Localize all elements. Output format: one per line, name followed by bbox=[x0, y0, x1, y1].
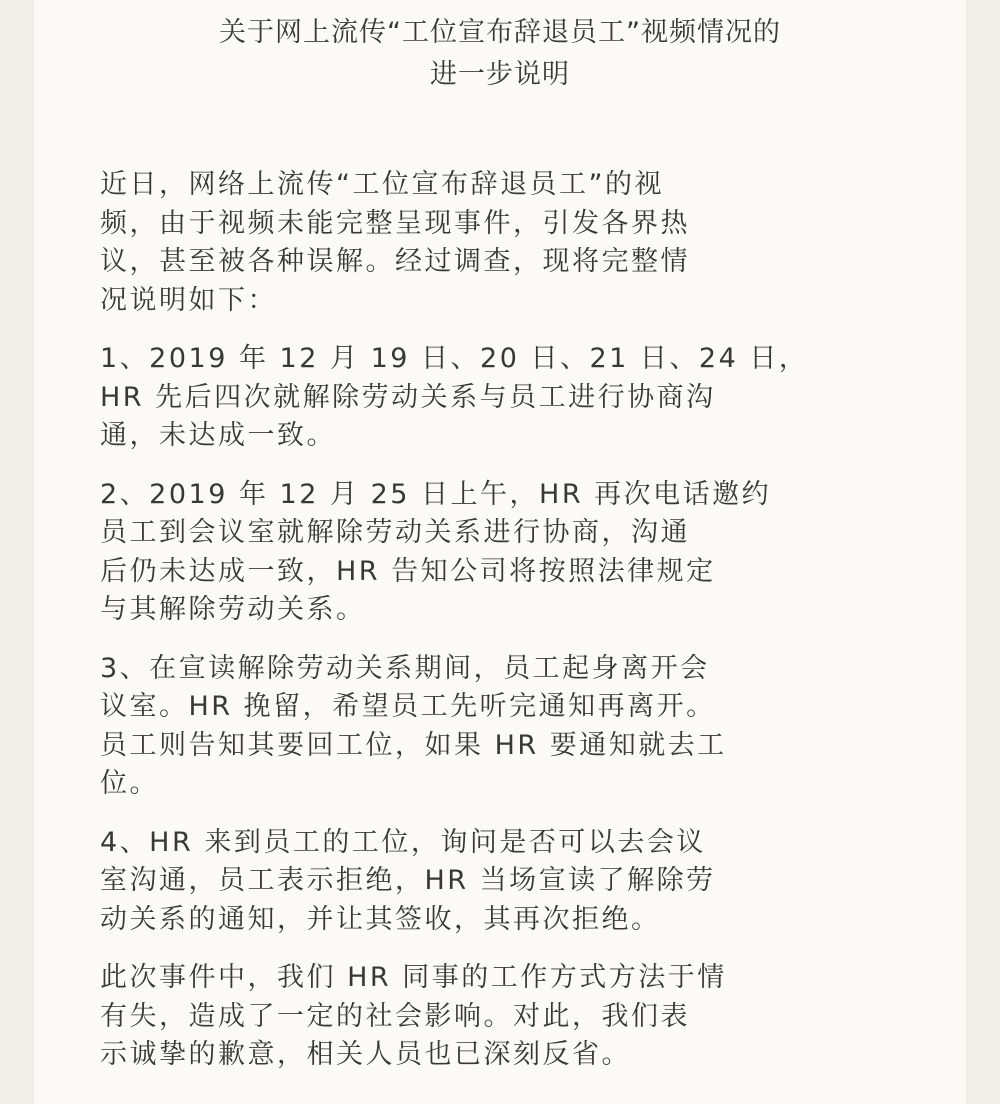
title-line: 进一步说明 bbox=[430, 59, 570, 90]
text-line: 员工到会议室就解除劳动关系进行协商，沟通 bbox=[100, 517, 690, 548]
text-line: 通，未达成一致。 bbox=[100, 420, 336, 451]
text-line: 4、HR 来到员工的工位，询问是否可以去会议 bbox=[100, 826, 706, 858]
text-line: 此次事件中，我们 HR 同事的工作方式方法于情 bbox=[100, 962, 727, 993]
text-line: 1、2019 年 12 月 19 日、20 日、21 日、24 日， bbox=[100, 343, 809, 374]
text-line: 与其解除劳动关系。 bbox=[100, 594, 366, 625]
text-line: 动关系的通知，并让其签收，其再次拒绝。 bbox=[100, 903, 661, 935]
text-line: 况说明如下： bbox=[100, 284, 277, 316]
text-line: 频，由于视频未能完整呈现事件，引发各界热 bbox=[100, 207, 690, 239]
text-line: 有失，造成了一定的社会影响。对此，我们表 bbox=[100, 1000, 690, 1032]
text-line: 员工则告知其要回工位，如果 HR 要通知就去工 bbox=[100, 729, 727, 761]
paragraph-item-3 bbox=[100, 650, 910, 804]
paragraph-item-4 bbox=[100, 824, 910, 940]
text-line: 议，甚至被各种误解。经过调查，现将完整情 bbox=[100, 246, 690, 277]
text-line: 示诚挚的歉意，相关人员也已深刻反省。 bbox=[100, 1039, 631, 1070]
document-title bbox=[34, 12, 966, 96]
text-line: HR 先后四次就解除劳动关系与员工进行协商沟 bbox=[100, 381, 716, 413]
paragraph-item-1 bbox=[100, 340, 910, 456]
paragraph-intro bbox=[100, 166, 910, 320]
text-line: 2、2019 年 12 月 25 日上午，HR 再次电话邀约 bbox=[100, 478, 772, 510]
text-line: 3、在宣读解除劳动关系期间，员工起身离开会 bbox=[100, 652, 710, 684]
text-line: 后仍未达成一致，HR 告知公司将按照法律规定 bbox=[100, 555, 716, 587]
text-line: 位。 bbox=[100, 768, 159, 799]
paragraph-item-2 bbox=[100, 476, 910, 630]
document-body bbox=[100, 166, 910, 1095]
text-line: 议室。HR 挽留，希望员工先听完通知再离开。 bbox=[100, 691, 716, 722]
paragraph-conclusion bbox=[100, 959, 910, 1075]
text-line: 室沟通，员工表示拒绝，HR 当场宣读了解除劳 bbox=[100, 865, 716, 896]
text-line: 近日，网络上流传“工位宣布辞退员工”的视 bbox=[100, 169, 664, 200]
title-line: 关于网上流传“工位宣布辞退员工”视频情况的 bbox=[219, 17, 781, 48]
